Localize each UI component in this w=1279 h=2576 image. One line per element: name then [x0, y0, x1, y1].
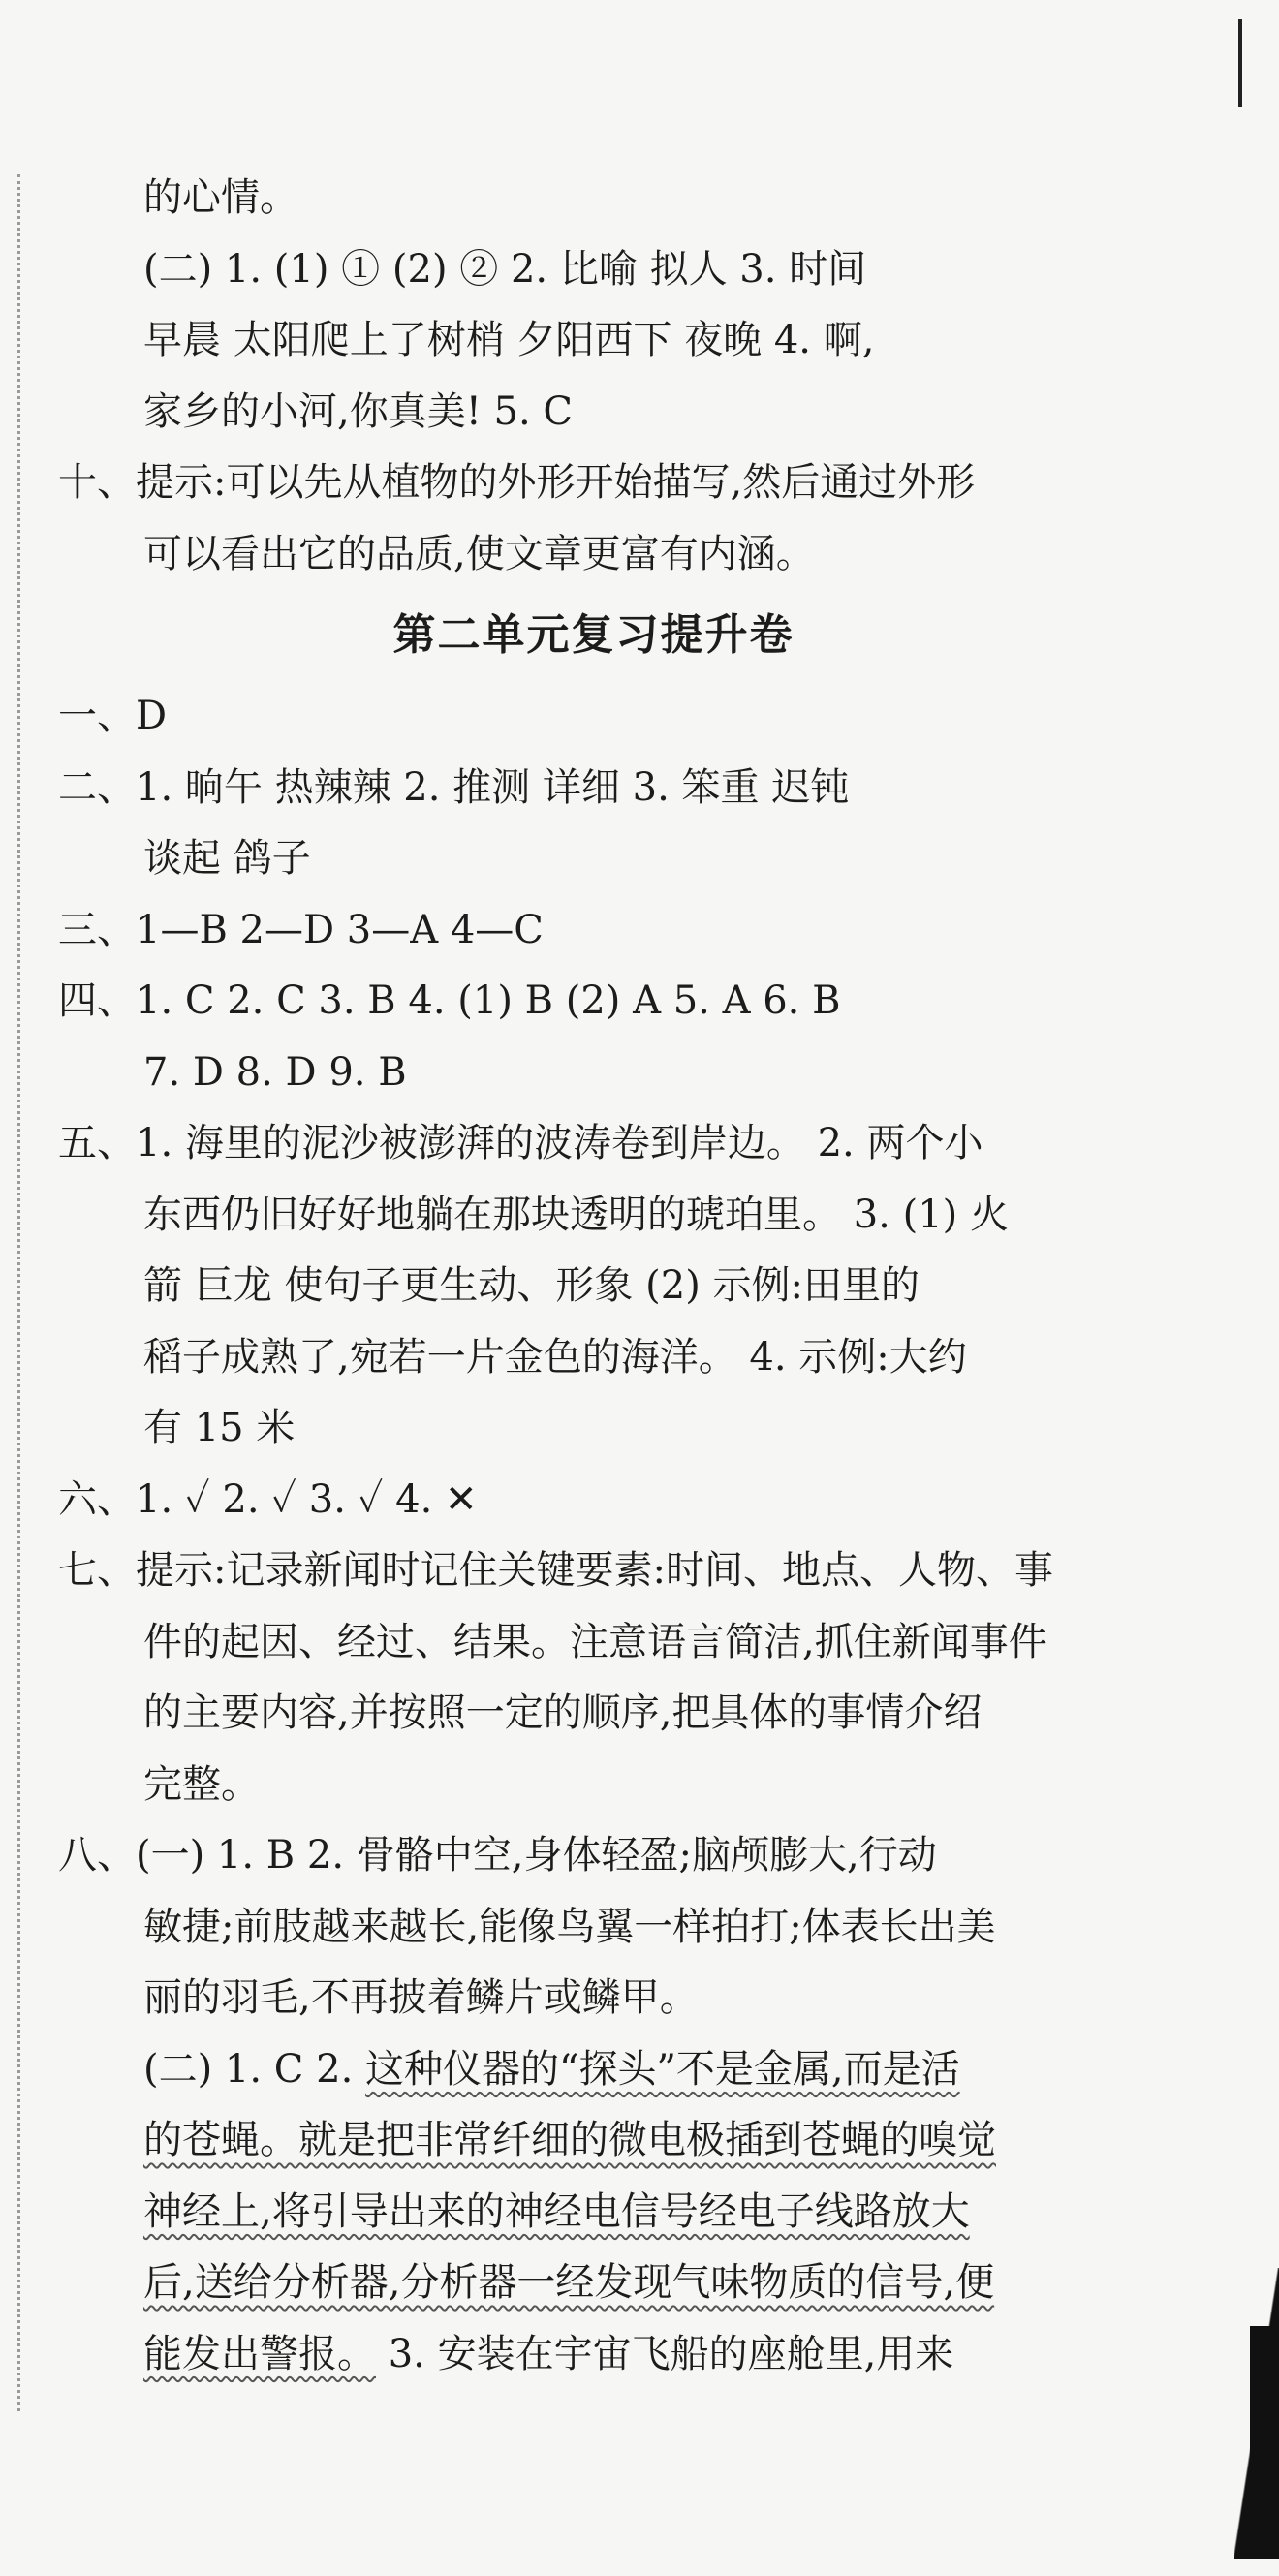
answer-prefix: (二) 1. C 2. [143, 2046, 366, 2092]
page-edge-mark [1238, 19, 1242, 107]
answer-line [58, 2034, 1129, 2106]
answer-line: 完整。 [143, 1761, 260, 1807]
answer-line: 七、提示:记录新闻时记住关键要素:时间、地点、人物、事 [58, 1548, 1053, 1593]
section-title: 第二单元复习提升卷 [392, 610, 795, 660]
answer-line: 可以看出它的品质,使文章更富有内涵。 [143, 531, 815, 576]
answer-line: 三、1—B 2—D 3—A 4—C [58, 907, 544, 952]
answer-line: 早晨 太阳爬上了树梢 夕阳西下 夜晚 4. 啊, [143, 318, 875, 362]
answer-line: 件的起因、经过、结果。注意语言简洁,抓住新闻事件 [143, 1619, 1047, 1664]
answer-line: 二、1. 晌午 热辣辣 2. 推测 详细 3. 笨重 迟钝 [58, 764, 850, 810]
answer-line: 稻子成熟了,宛若一片金色的海洋。 4. 示例:大约 [143, 1334, 967, 1380]
answer-line: 八、(一) 1. B 2. 骨骼中空,身体轻盈;脑颅膨大,行动 [58, 1833, 937, 1878]
wavy-underlined-text: 能发出警报。 [143, 2331, 376, 2376]
answer-line: 一、D [58, 694, 168, 738]
answer-line [58, 2105, 1129, 2177]
wavy-underlined-text: 这种仪器的“探头”不是金属,而是活 [365, 2046, 960, 2092]
binding-margin-line [17, 174, 20, 2411]
answer-line: 的主要内容,并按照一定的顺序,把具体的事情介绍 [143, 1691, 983, 1735]
answer-line: 7. D 8. D 9. B [143, 1049, 407, 1095]
page-edge-shadow-solid [1250, 2326, 1279, 2559]
answer-line [58, 2177, 1129, 2249]
answer-tail: 3. 安装在宇宙飞船的座舱里,用来 [376, 2331, 954, 2376]
answer-line: 箭 巨龙 使句子更生动、形象 (2) 示例:田里的 [143, 1263, 920, 1308]
answer-content [58, 163, 1129, 2390]
answer-line [58, 2319, 1129, 2391]
answer-line: 四、1. C 2. C 3. B 4. (1) B (2) A 5. A 6. B [58, 978, 841, 1023]
wavy-underlined-text: 神经上,将引导出来的神经电信号经电子线路放大 [143, 2188, 970, 2234]
answer-line: 东西仍旧好好地躺在那块透明的琥珀里。 3. (1) 火 [143, 1192, 1009, 1237]
answer-line: 有 15 米 [143, 1406, 296, 1450]
answer-line: 谈起 鸽子 [143, 836, 311, 881]
answer-line: 丽的羽毛,不再披着鳞片或鳞甲。 [143, 1975, 699, 2020]
answer-line: 的心情。 [143, 175, 298, 220]
answer-line: (二) 1. (1) ① (2) ② 2. 比喻 拟人 3. 时间 [143, 246, 867, 292]
answer-line: 敏捷;前肢越来越长,能像鸟翼一样拍打;体表长出美 [143, 1904, 996, 1949]
wavy-underlined-text: 后,送给分析器,分析器一经发现气味物质的信号,便 [143, 2260, 995, 2305]
answer-line: 六、1. ✓ 2. ✓ 3. ✓ 4. ✕ [58, 1476, 478, 1522]
answer-line: 十、提示:可以先从植物的外形开始描写,然后通过外形 [58, 460, 976, 505]
wavy-underlined-text: 的苍蝇。就是把非常纤细的微电极插到苍蝇的嗅觉 [143, 2118, 996, 2162]
answer-line [58, 2248, 1129, 2319]
answer-line: 家乡的小河,你真美! 5. C [143, 388, 573, 434]
answer-line: 五、1. 海里的泥沙被澎湃的波涛卷到岸边。 2. 两个小 [58, 1121, 983, 1165]
